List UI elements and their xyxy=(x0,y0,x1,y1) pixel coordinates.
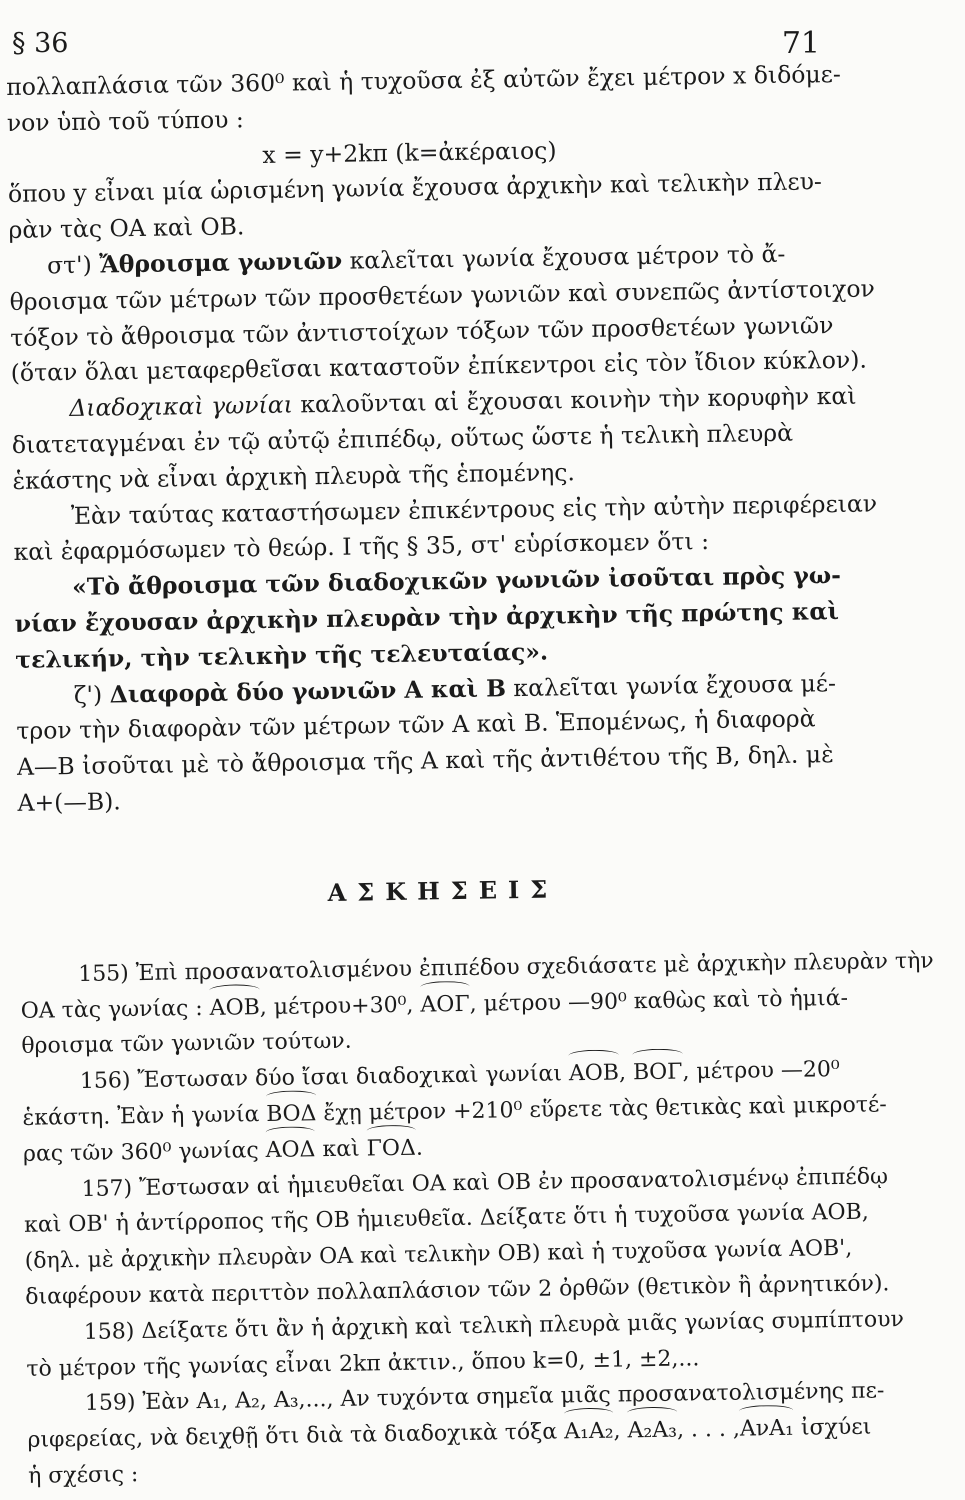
definition-text: καλοῦνται αἱ ἔχουσαι κοινὴν τὴν κορυφὴν καὶ xyxy=(300,381,857,419)
section-number: § 36 xyxy=(12,28,69,59)
text-line: ὅπου y εἶναι μία ὡρισμένη γωνία ἔχουσα ἀρχικὴν καὶ τελικὴν πλευ- xyxy=(7,167,823,209)
arc-label: Α₁Α₂ xyxy=(564,1414,614,1451)
defined-term: Διαφορὰ δύο γωνιῶν Α καὶ Β xyxy=(109,673,507,708)
angle-arc-label: ΑΟΔ xyxy=(265,1132,315,1169)
exercises-heading: ΑΣΚΗΣΕΙΣ xyxy=(327,874,559,907)
text-line: διαφέρουν κατὰ περιττὸν πολλαπλάσιον τῶν 2 ὀρθῶν (θετικὸν ἢ ἀρνητικόν). xyxy=(25,1271,890,1310)
page-body xyxy=(6,57,934,1495)
text-line: (δηλ. μὲ ἀρχικὴν πλευρὰν ΟΑ καὶ τελικὴν ΟΒ) καὶ ἡ τυχοῦσα γωνία ΑΟΒ', xyxy=(24,1235,853,1274)
angle-arc-label: ΑΟΒ xyxy=(569,1056,620,1093)
exercise-159: 159) Ἐὰν Α₁, Α₂, Α₃,..., Αν τυχόντα σημεῖα μιᾶς προσανατολισμένης πε- xyxy=(84,1378,885,1417)
text-line: νον ὑπὸ τοῦ τύπου : xyxy=(6,105,245,137)
definition-text: καλεῖται γωνία ἔχουσα μέ- xyxy=(513,668,837,702)
text: ἰσχύει xyxy=(800,1414,872,1441)
text: 156) Ἔστωσαν δύο ἴσαι διαδοχικαὶ γωνίαι xyxy=(79,1061,563,1095)
text: ριφερείας, νὰ δειχθῇ ὅτι διὰ τὰ διαδοχικὰ τόξα xyxy=(27,1419,558,1453)
text: , μέτρου —20⁰ xyxy=(682,1057,840,1085)
text: , xyxy=(613,1418,621,1444)
text-line: θροισμα τῶν μέτρων τῶν προσθετέων γωνιῶν καὶ συνεπῶς ἀντίστοιχον xyxy=(9,274,875,316)
text: ρας τῶν 360⁰ γωνίας xyxy=(22,1137,259,1167)
theorem-text: νίαν ἔχουσαν ἀρχικὴν πλευρὰν τὴν ἀρχικὴν τῆς πρώτης καὶ xyxy=(14,596,840,638)
text-line: καὶ ΟΒ' ἡ ἀντίρροπος τῆς ΟΒ ἡμιευθεῖα. Δείξατε ὅτι ἡ τυχοῦσα γωνία ΑΟΒ, xyxy=(23,1199,869,1239)
text-line: πολλαπλάσια τῶν 360⁰ καὶ ἡ τυχοῦσα ἐξ αὐτῶν ἔχει μέτρον x διδόμε- xyxy=(6,59,841,101)
text: , μέτρου —90⁰ καθὼς καὶ τὸ ἡμιά- xyxy=(469,985,849,1017)
angle-arc-label: ΑΟΒ xyxy=(209,990,260,1027)
angle-arc-label: ΓΟΔ xyxy=(366,1130,416,1167)
text: καὶ xyxy=(322,1136,360,1162)
text-line: διατεταγμέναι ἐν τῷ αὐτῷ ἐπιπέδῳ, οὕτως ὥστε ἡ τελικὴ πλευρὰ xyxy=(11,418,794,459)
definition-text: καλεῖται γωνία ἔχουσα μέτρον τὸ ἄ- xyxy=(349,239,786,275)
text-line: θροισμα τῶν γωνιῶν τούτων. xyxy=(21,1029,352,1060)
text-line: (ὅταν ὅλαι μεταφερθεῖσαι καταστοῦν ἐπίκεντροι εἰς τὸν ἴδιον κύκλον). xyxy=(10,345,868,388)
theorem-text: τελικήν, τὴν τελικὴν τῆς τελευταίας». xyxy=(15,637,549,674)
text: ΟΑ τὰς γωνίας : xyxy=(20,995,203,1024)
text-line: τρον τὴν διαφορὰν τῶν μέτρων τῶν Α καὶ Β. Ἑπομένως, ἡ διαφορὰ xyxy=(16,704,816,746)
text: , μέτρου+30⁰, xyxy=(259,992,414,1020)
text: , xyxy=(618,1060,627,1086)
text: ἑκάστη. Ἐὰν ἡ γωνία xyxy=(22,1102,260,1131)
text: ἔχῃ μέτρον +210⁰ εὕρετε τὰς θετικὰς καὶ μικροτέ- xyxy=(323,1092,887,1127)
angle-arc-label: ΒΟΔ xyxy=(266,1096,317,1133)
text-line: ἡ σχέσις : xyxy=(27,1461,139,1489)
exercise-157: 157) Ἔστωσαν αἱ ἡμιευθεῖαι ΟΑ καὶ ΟΒ ἐν προσανατολισμένῳ ἐπιπέδῳ xyxy=(81,1163,889,1202)
text-line: καὶ ἐφαρμόσωμεν τὸ θεώρ. Ι τῆς § 35, στ' εὑρίσκομεν ὅτι : xyxy=(13,527,710,567)
text-line: Ἐὰν ταύτας καταστήσωμεν ἐπικέντρους εἰς τὴν αὐτὴν περιφέρειαν xyxy=(70,488,878,530)
theorem-text: «Τὸ ἄθροισμα τῶν διαδοχικῶν γωνιῶν ἰσοῦται πρὸς γω- xyxy=(71,561,842,602)
exercises xyxy=(20,944,934,1494)
text-line: ρὰν τὰς ΟΑ καὶ ΟΒ. xyxy=(8,212,245,245)
arc-label: ΑνΑ₁ xyxy=(740,1411,795,1448)
angle-arc-label: ΑΟΓ xyxy=(420,986,470,1023)
item-number: ζ') xyxy=(73,680,103,709)
defined-term: Ἄθροισμα γωνιῶν xyxy=(99,246,343,279)
text-line: ἑκάστης νὰ εἶναι ἀρχικὴ πλευρὰ τῆς ἑπομένης. xyxy=(12,457,576,495)
text-line: Α—Β ἰσοῦται μὲ τὸ ἄθροισμα τῆς Α καὶ τῆς ἀντιθέτου τῆς Β, δηλ. μὲ xyxy=(16,740,834,782)
text: . xyxy=(415,1135,424,1161)
text-line: Α+(—Β). xyxy=(17,787,121,817)
angle-arc-label: ΒΟΓ xyxy=(633,1055,683,1092)
defined-term: Διαδοχικαὶ γωνίαι xyxy=(69,390,294,423)
text-line: τὸ μέτρον τῆς γωνίας εἶναι 2kπ ἀκτιν., ὅπου k=0, ±1, ±2,... xyxy=(26,1345,700,1382)
arc-label: Α₂Α₃ xyxy=(627,1413,677,1450)
text: , . . . , xyxy=(676,1416,741,1443)
text-line: τόξον τὸ ἄθροισμα τῶν ἀντιστοίχων τόξων τῶν προσθετέων γωνιῶν xyxy=(9,310,834,352)
exercise-158: 158) Δείξατε ὅτι ἂν ἡ ἀρχικὴ καὶ τελικὴ πλευρὰ μιᾶς γωνίας συμπίπτουν xyxy=(83,1306,905,1345)
page-number: 71 xyxy=(781,26,820,61)
exercise-155: 155) Ἐπὶ προσανατολισμένου ἐπιπέδου σχεδιάσατε μὲ ἀρχικὴν πλευρὰν τὴν xyxy=(78,948,934,987)
item-number: στ') xyxy=(46,250,92,280)
formula-line: x = y+2kπ (k=ἀκέραιος) xyxy=(262,135,557,169)
